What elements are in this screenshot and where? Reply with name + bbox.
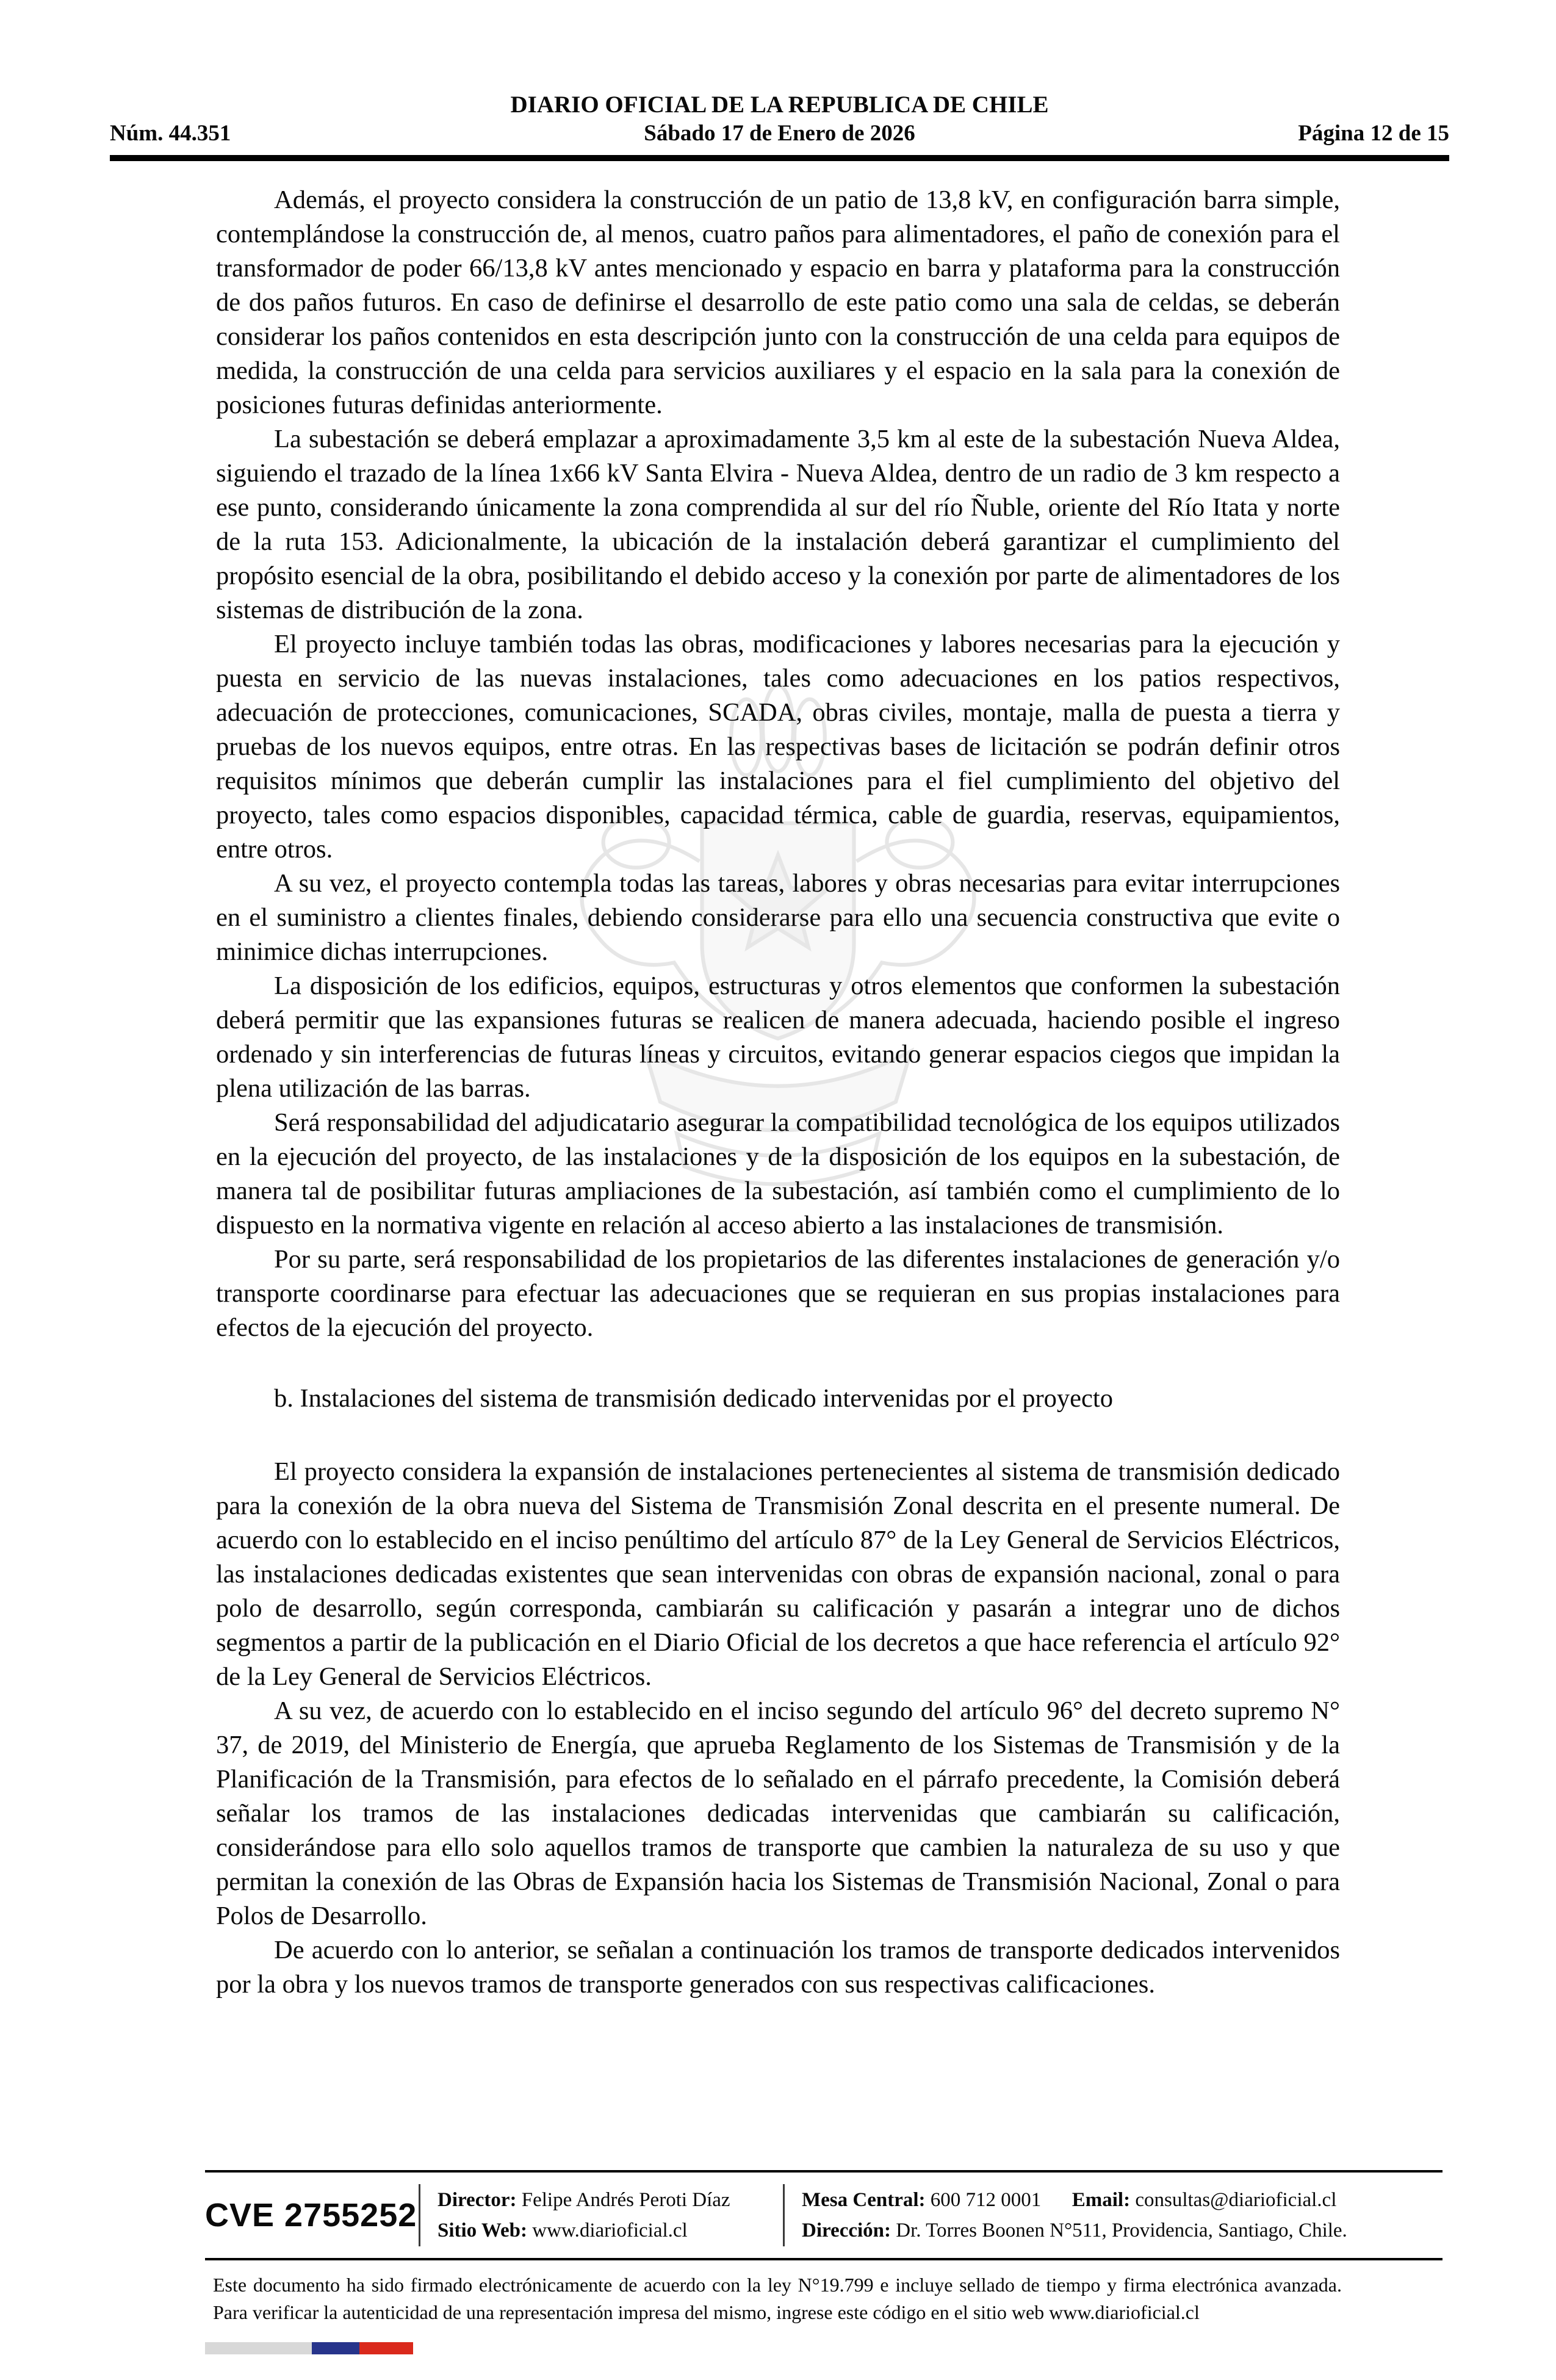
header-rule bbox=[110, 155, 1449, 161]
bar-segment-blue bbox=[312, 2342, 359, 2354]
paragraph-2: La subestación se deberá emplazar a aproximadamente 3,5 km al este de la subestación Nueva Aldea, siguiendo el trazado de la línea 1x66 kV Santa Elvira - Nueva Aldea, dentro de un radio de 3 km respecto a ese punto, considerando únicamente la zona comprendida al sur del río Ñuble, oriente del Río Itata y norte de la ruta 153. Adicionalmente, la ubicación de la instalación deberá garantizar el cumplimiento del propósito esencial de la obra, posibilitando el debido acceso y la conexión por parte de alimentadores de los sistemas de distribución de la zona. bbox=[216, 425, 1340, 624]
director-line bbox=[438, 2185, 766, 2215]
paragraph-9: A su vez, de acuerdo con lo establecido en el inciso segundo del artículo 96° del decreto supremo N° 37, de 2019, del Ministerio de Energía, que aprueba Reglamento de los Sistemas de Transmisión y de la Planificación de la Transmisión, para efectos de lo señalado en el párrafo precedente, la Comisión deberá señalar los tramos de las instalaciones dedicadas intervenidas que cambiarán su calificación, considerándose para ello solo aquellos tramos de transporte que cambien la naturaleza de su uso y que permitan la conexión de las Obras de Expansión hacia los Sistemas de Transmisión Nacional, Zonal o para Polos de Desarrollo. bbox=[216, 1697, 1340, 1930]
footer-bottom-rule bbox=[205, 2258, 1443, 2260]
bar-segment-gray bbox=[205, 2342, 312, 2354]
website-line bbox=[438, 2215, 766, 2246]
page-number: Página 12 de 15 bbox=[1298, 121, 1449, 146]
address-label: Dirección: bbox=[802, 2220, 891, 2241]
paragraph-7: Por su parte, será responsabilidad de los propietarios de las diferentes instalaciones de generación y/o transporte coordinarse para efectuar las adecuaciones que se requieran en sus propias instalaciones para efectos de la ejecución del proyecto. bbox=[216, 1245, 1340, 1342]
paragraph-5: La disposición de los edificios, equipos, estructuras y otros elementos que conformen la subestación deberá permitir que las expansiones futuras se realicen de manera adecuada, haciendo posible el ingreso ordenado y sin interferencias de futuras líneas y circuitos, evitando generar espacios ciegos que impidan la plena utilización de las barras. bbox=[216, 972, 1340, 1103]
address-line bbox=[802, 2215, 1425, 2246]
footer-top-rule bbox=[205, 2170, 1443, 2173]
paragraph-8: El proyecto considera la expansión de instalaciones pertenecientes al sistema de transmisión dedicado para la conexión de la obra nueva del Sistema de Transmisión Zonal descrita en el presente numeral. De acuerdo con lo establecido en el inciso penúltimo del artículo 87° de la Ley General de Servicios Eléctricos, las instalaciones dedicadas existentes que sean intervenidas con obras de expansión nacional, zonal o para polo de desarrollo, según corresponda, cambiarán su calificación y pasarán a integrar uno de dichos segmentos a partir de la publicación en el Diario Oficial de los decretos a que hace referencia el artículo 92° de la Ley General de Servicios Eléctricos. bbox=[216, 1457, 1340, 1691]
footer-director-column bbox=[420, 2185, 783, 2246]
phone-label: Mesa Central: bbox=[802, 2189, 926, 2211]
address-value: Dr. Torres Boonen N°511, Providencia, Santiago, Chile. bbox=[896, 2220, 1347, 2241]
website-url: www.diarioficial.cl bbox=[532, 2220, 688, 2241]
email-label: Email: bbox=[1072, 2189, 1131, 2211]
section-heading-b: b. Instalaciones del sistema de transmisión dedicado intervenidas por el proyecto bbox=[274, 1384, 1113, 1413]
verification-color-bar bbox=[205, 2342, 413, 2354]
masthead bbox=[510, 90, 1048, 148]
paragraph-3: El proyecto incluye también todas las obras, modificaciones y labores necesarias para la ejecución y puesta en servicio de las nuevas instalaciones, tales como adecuaciones en los patios respectivos, adecuación de protecciones, comunicaciones, SCADA, obras civiles, montaje, malla de puesta a tierra y pruebas de los nuevos equipos, entre otras. En las respectivas bases de licitación se podrán definir otros requisitos mínimos que deberán cumplir las instalaciones para el fiel cumplimiento del objetivo del proyecto, tales como espacios disponibles, capacidad térmica, cable de guardia, reservas, equipamientos, entre otros. bbox=[216, 630, 1340, 864]
paragraph-1: Además, el proyecto considera la construcción de un patio de 13,8 kV, en configuración barra simple, contemplándose la construcción de, al menos, cuatro paños para alimentadores, el paño de conexión para el transformador de poder 66/13,8 kV antes mencionado y espacio en barra y plataforma para la construcción de dos paños futuros. En caso de definirse el desarrollo de este patio como una sala de celdas, se deberán considerar los paños contenidos en esta descripción junto con la construcción de una celda para equipos de medida, la construcción de una celda para servicios auxiliares y el espacio en la sala para la conexión de posiciones futuras definidas anteriormente. bbox=[216, 186, 1340, 419]
bar-segment-red bbox=[359, 2342, 413, 2354]
website-label: Sitio Web: bbox=[438, 2220, 528, 2241]
paragraph-6: Será responsabilidad del adjudicatario asegurar la compatibilidad tecnológica de los equipos utilizados en la ejecución del proyecto, de las instalaciones y de la disposición de los equipos en la subestación, de manera tal de posibilitar futuras ampliaciones de la subestación, así también como el cumplimiento de lo dispuesto en la normativa vigente en relación al acceso abierto a las instalaciones de transmisión. bbox=[216, 1108, 1340, 1239]
paragraph-4: A su vez, el proyecto contempla todas las tareas, labores y obras necesarias para evitar interrupciones en el suministro a clientes finales, debiendo considerarse para ello una secuencia constructiva que evite o minimice dichas interrupciones. bbox=[216, 869, 1340, 966]
paragraph-10: De acuerdo con lo anterior, se señalan a continuación los tramos de transporte dedicados intervenidos por la obra y los nuevos tramos de transporte generados con sus respectivas calificaciones. bbox=[216, 1936, 1340, 1999]
email-address: consultas@diarioficial.cl bbox=[1135, 2189, 1337, 2211]
phone-email-line bbox=[802, 2185, 1425, 2215]
page-header bbox=[110, 90, 1449, 148]
footer-cve-band bbox=[205, 2174, 1443, 2257]
cve-code: CVE 2755252 bbox=[205, 2197, 417, 2234]
phone-number: 600 712 0001 bbox=[930, 2189, 1042, 2211]
masthead-title: DIARIO OFICIAL DE LA REPUBLICA DE CHILE bbox=[510, 92, 1049, 118]
issue-number: Núm. 44.351 bbox=[110, 121, 231, 146]
director-name: Felipe Andrés Peroti Díaz bbox=[521, 2189, 730, 2211]
legal-notice: Este documento ha sido firmado electrónicamente de acuerdo con la ley N°19.799 e incluye sellado de tiempo y firma electrónica avanzada. Para verificar la autenticidad de una representación impresa del mismo, ingrese este código en el sitio web www.diarioficial.cl bbox=[213, 2274, 1342, 2323]
edition-date: Sábado 17 de Enero de 2026 bbox=[644, 121, 915, 146]
director-label: Director: bbox=[438, 2189, 517, 2211]
footer-contact-column bbox=[785, 2185, 1443, 2246]
document-body bbox=[216, 183, 1340, 2002]
